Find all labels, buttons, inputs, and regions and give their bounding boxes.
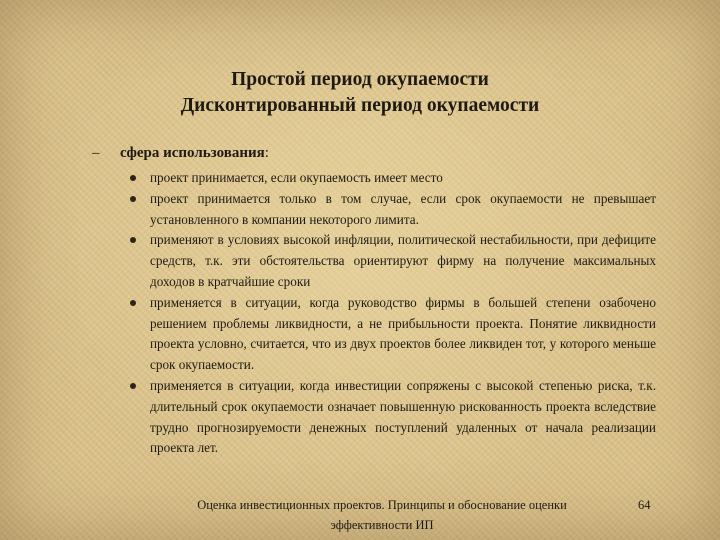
usage-sphere-heading xyxy=(92,144,269,162)
bullet-dot-icon xyxy=(130,383,136,389)
slide-title-line-2: Дисконтированный период окупаемости xyxy=(180,95,540,116)
list-item xyxy=(130,189,656,231)
bullet-dot-icon xyxy=(130,196,136,202)
dash-marker: – xyxy=(92,145,100,161)
footer-line-1: Оценка инвестиционных проектов. Принципы и обоснование оценки xyxy=(197,498,567,512)
slide-footer xyxy=(168,495,596,535)
list-item xyxy=(130,293,656,376)
usage-sphere-label: сфера использования xyxy=(120,145,265,161)
list-item xyxy=(130,230,656,292)
list-item-text: применяют в условиях высокой инфляции, политической нестабильности, при дефиците средств, т.к. эти обстоятельства ориентируют фирму на получение максимальных доходов в кратчайшие сроки xyxy=(150,232,656,289)
list-item-text: проект принимается только в том случае, если срок окупаемости не превышает установленного в компании некоторого лимита. xyxy=(150,190,656,227)
list-item xyxy=(130,168,656,189)
footer-line-2: эффективности ИП xyxy=(330,518,434,532)
list-item xyxy=(130,376,656,459)
list-item-text: применяется в ситуации, когда инвестиции сопряжены с высокой степенью риска, т.к. длительный срок окупаемости означает повышенную рискованность проекта вследствие трудно прогнозируемости денежных поступлений удаленных от начала реализации проекта лет. xyxy=(150,377,656,456)
list-item-text: применяется в ситуации, когда руководство фирмы в большей степени озабочено решением проблемы ликвидности, а не прибыльности проекта. Понятие ликвидности проекта условно, считается, что из двух проектов более ликвиден тот, у которого меньше срок окупаемости. xyxy=(150,294,656,373)
usage-sphere-colon: : xyxy=(264,145,269,161)
bullet-dot-icon xyxy=(130,300,136,306)
bullet-list xyxy=(130,168,656,459)
slide-title-line-1: Простой период окупаемости xyxy=(231,69,489,90)
bullet-dot-icon xyxy=(130,175,136,181)
list-item-text: проект принимается, если окупаемость имеет место xyxy=(150,170,443,185)
bullet-dot-icon xyxy=(130,237,136,243)
page-number: 64 xyxy=(638,498,651,512)
